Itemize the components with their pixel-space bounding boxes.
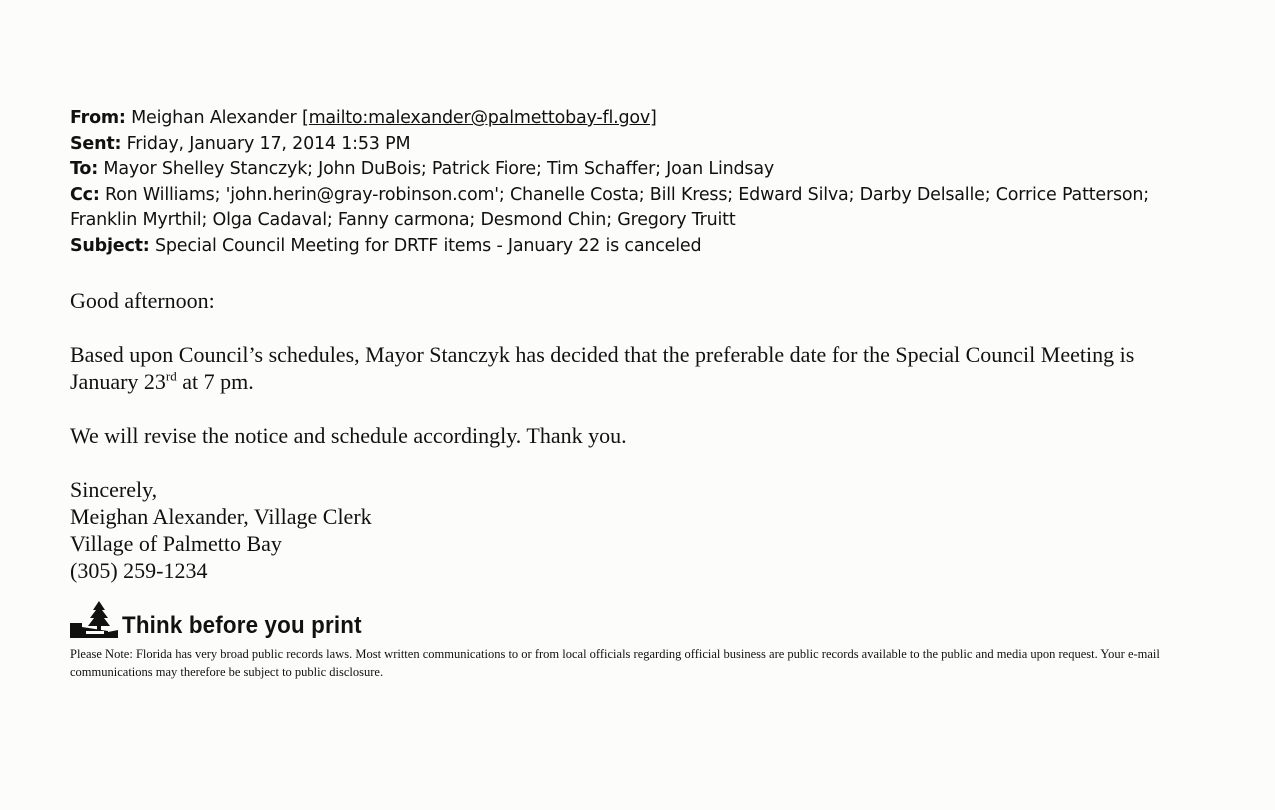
paragraph-1-text: Based upon Council’s schedules, Mayor Stanczyk has decided that the preferable date for the Special Council Meeting is January 23 bbox=[70, 342, 1135, 394]
greeting: Good afternoon: bbox=[70, 288, 215, 313]
subject-line bbox=[70, 234, 1230, 260]
sent-line bbox=[70, 132, 1230, 158]
to-line bbox=[70, 157, 1230, 183]
public-records-notice: Please Note: Florida has very broad public records laws. Most written communications to or from local officials regarding official business are public records available to the public and media upon request. Your e-mail communications may therefore be subject to public disclosure. bbox=[70, 647, 1160, 679]
think-before-print-banner bbox=[68, 601, 380, 641]
email-body bbox=[70, 287, 1200, 584]
to-label: To: bbox=[70, 159, 99, 179]
signature-closing: Sincerely, bbox=[70, 477, 158, 502]
signature-phone: (305) 259-1234 bbox=[70, 558, 208, 583]
from-name: Meighan Alexander bbox=[131, 108, 297, 128]
signature-organization: Village of Palmetto Bay bbox=[70, 531, 282, 556]
sent-value: Friday, January 17, 2014 1:53 PM bbox=[126, 133, 411, 154]
paragraph-1-end: at 7 pm. bbox=[176, 369, 254, 394]
tree-printer-icon bbox=[68, 601, 120, 641]
subject-value: Special Council Meeting for DRTF items - January 22 is canceled bbox=[154, 235, 702, 256]
from-line bbox=[70, 106, 1230, 132]
signature-block bbox=[70, 476, 1200, 584]
from-label: From: bbox=[70, 108, 126, 128]
sent-label: Sent: bbox=[70, 133, 122, 154]
email-header bbox=[70, 106, 1230, 259]
cc-label: Cc: bbox=[70, 184, 100, 205]
signature-name-title: Meighan Alexander, Village Clerk bbox=[70, 504, 372, 529]
cc-line bbox=[70, 183, 1160, 234]
subject-label: Subject: bbox=[70, 235, 150, 256]
cc-value: Ron Williams; 'john.herin@gray-robinson.com'; Chanelle Costa; Bill Kress; Edward Silva; Darby Delsalle; Corrice Patterson; Franklin Myrthil; Olga Cadaval; Fanny carmona; Desmond Chin; Gregory Truitt bbox=[70, 184, 1149, 230]
body-paragraph-1 bbox=[70, 341, 1200, 395]
to-value: Mayor Shelley Stanczyk; John DuBois; Patrick Fiore; Tim Schaffer; Joan Lindsay bbox=[103, 159, 775, 179]
body-paragraph-2: We will revise the notice and schedule accordingly. Thank you. bbox=[70, 423, 627, 448]
ordinal-suffix: rd bbox=[165, 368, 177, 384]
from-mailto-link[interactable]: [mailto:malexander@palmettobay-fl.gov] bbox=[301, 108, 657, 128]
think-before-print-text: Think before you print bbox=[122, 612, 362, 639]
